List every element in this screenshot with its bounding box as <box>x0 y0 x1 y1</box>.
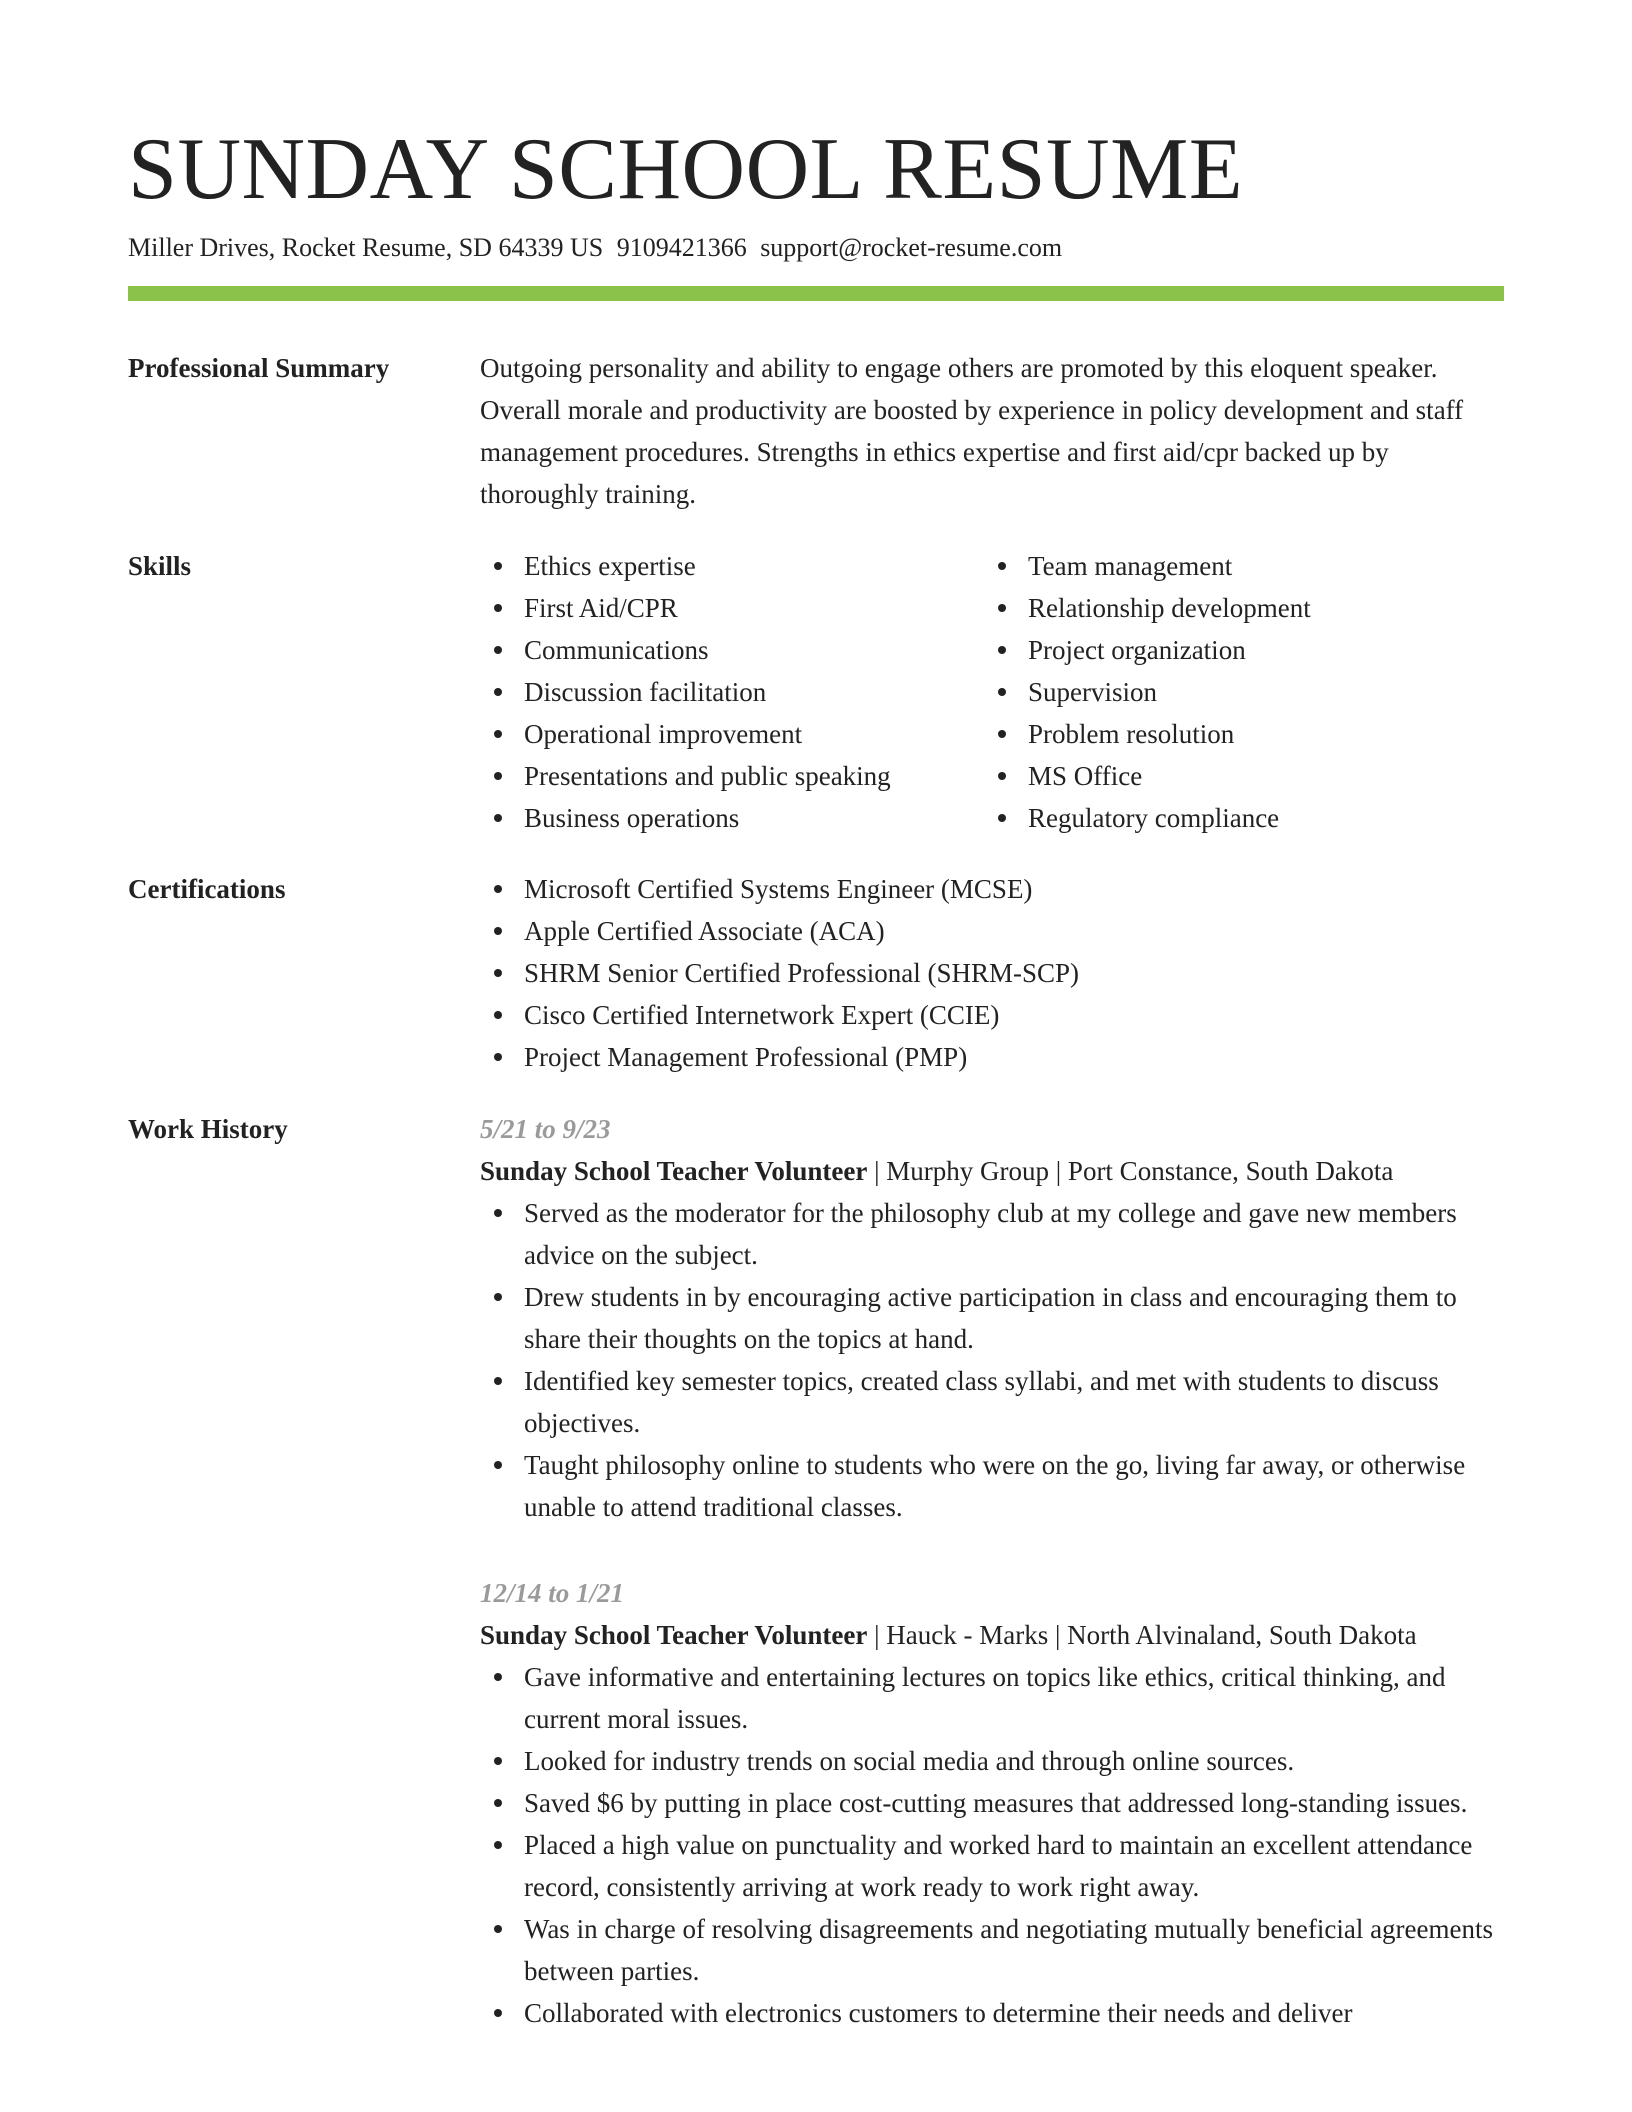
job-dates: 5/21 to 9/23 <box>480 1114 611 1144</box>
skill-item: Business operations <box>480 797 984 839</box>
contact-email: support@rocket-resume.com <box>760 233 1063 262</box>
skill-item: Relationship development <box>984 587 1488 629</box>
resume-title: SUNDAY SCHOOL RESUME <box>128 121 1244 218</box>
certifications-body <box>480 868 1504 1078</box>
job-bullet-list <box>480 1656 1504 2034</box>
job-bullet-list <box>480 1192 1504 1528</box>
certification-item: Microsoft Certified Systems Engineer (MCSE) <box>480 868 1504 910</box>
job-separator: | <box>1055 1156 1062 1186</box>
skill-item: Supervision <box>984 671 1488 713</box>
job-bullet: Drew students in by encouraging active participation in class and encouraging them to share their thoughts on the topics at hand. <box>480 1276 1504 1360</box>
skill-item: Operational improvement <box>480 713 984 755</box>
skill-item: Team management <box>984 545 1488 587</box>
skill-item: Ethics expertise <box>480 545 984 587</box>
skills-list-right <box>984 545 1488 839</box>
skill-item: Project organization <box>984 629 1488 671</box>
skills-list-left <box>480 545 984 839</box>
job-bullet: Looked for industry trends on social media and through online sources. <box>480 1740 1504 1782</box>
skill-item: Regulatory compliance <box>984 797 1488 839</box>
job-entry <box>480 1108 1504 1528</box>
skill-item: Problem resolution <box>984 713 1488 755</box>
skills-heading: Skills <box>128 551 192 581</box>
job-heading-line <box>480 1614 1504 1656</box>
job-dates: 12/14 to 1/21 <box>480 1578 625 1608</box>
job-bullet: Collaborated with electronics customers to determine their needs and deliver <box>480 1992 1504 2034</box>
skill-item: Presentations and public speaking <box>480 755 984 797</box>
job-bullet: Gave informative and entertaining lectures on topics like ethics, critical thinking, and current moral issues. <box>480 1656 1504 1740</box>
certification-item: Cisco Certified Internetwork Expert (CCIE) <box>480 994 1504 1036</box>
certification-item: SHRM Senior Certified Professional (SHRM-SCP) <box>480 952 1504 994</box>
certification-item: Project Management Professional (PMP) <box>480 1036 1504 1078</box>
job-title: Sunday School Teacher Volunteer <box>480 1156 868 1186</box>
job-separator: | <box>874 1156 880 1186</box>
job-location: North Alvinaland, South Dakota <box>1067 1620 1417 1650</box>
skill-item: MS Office <box>984 755 1488 797</box>
certifications-list <box>480 868 1504 1078</box>
job-location: Port Constance, South Dakota <box>1067 1156 1394 1186</box>
skill-item: Discussion facilitation <box>480 671 984 713</box>
job-separator: | <box>1054 1620 1061 1650</box>
skill-item: Communications <box>480 629 984 671</box>
contact-line <box>128 230 1062 266</box>
job-bullet: Was in charge of resolving disagreements and negotiating mutually beneficial agreements between parties. <box>480 1908 1504 1992</box>
summary-body <box>480 347 1504 515</box>
job-separator: | <box>874 1620 880 1650</box>
summary-text: Outgoing personality and ability to engage others are promoted by this eloquent speaker. Overall morale and productivity are boosted by experience in policy development and staff management procedures. Strengths in ethics expertise and first aid/cpr backed up by thoroughly training. <box>480 353 1464 509</box>
header-divider <box>128 286 1504 301</box>
job-bullet: Saved $6 by putting in place cost-cutting measures that addressed long-standing issues. <box>480 1782 1504 1824</box>
job-company: Hauck - Marks <box>886 1620 1049 1650</box>
work-history-heading: Work History <box>128 1114 288 1144</box>
job-entry <box>480 1572 1504 2034</box>
job-bullet: Served as the moderator for the philosophy club at my college and gave new members advice on the subject. <box>480 1192 1504 1276</box>
job-company: Murphy Group <box>886 1156 1050 1186</box>
job-title: Sunday School Teacher Volunteer <box>480 1620 868 1650</box>
job-bullet: Placed a high value on punctuality and worked hard to maintain an excellent attendance record, consistently arriving at work ready to work right away. <box>480 1824 1504 1908</box>
contact-phone: 9109421366 <box>616 233 747 262</box>
summary-heading: Professional Summary <box>128 353 390 383</box>
job-bullet: Taught philosophy online to students who were on the go, living far away, or otherwise unable to attend traditional classes. <box>480 1444 1504 1528</box>
certification-item: Apple Certified Associate (ACA) <box>480 910 1504 952</box>
job-heading-line <box>480 1150 1504 1192</box>
certifications-heading: Certifications <box>128 874 286 904</box>
job-bullet: Identified key semester topics, created class syllabi, and met with students to discuss objectives. <box>480 1360 1504 1444</box>
skill-item: First Aid/CPR <box>480 587 984 629</box>
contact-address: Miller Drives, Rocket Resume, SD 64339 US <box>128 233 604 262</box>
